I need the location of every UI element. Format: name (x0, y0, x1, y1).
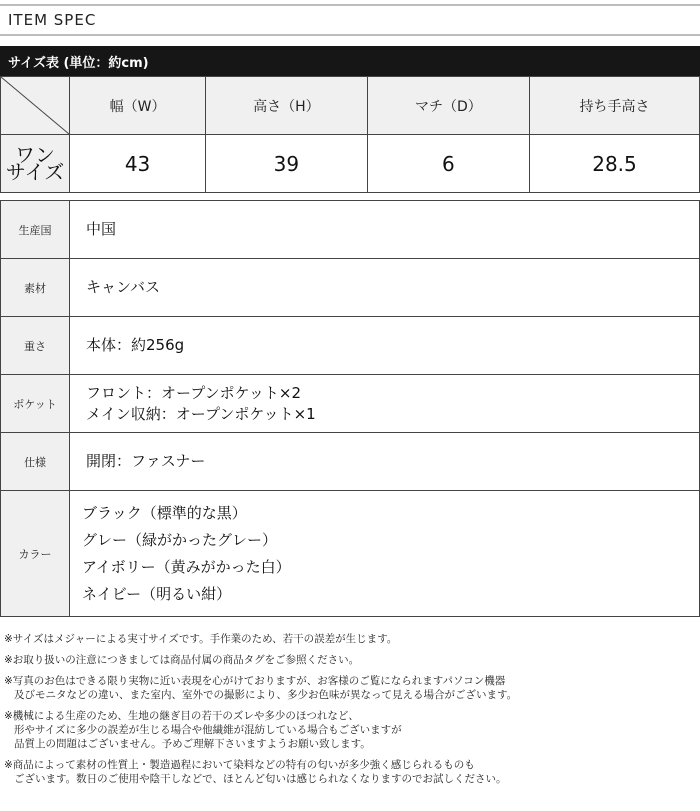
note-line: ※機械による生産のため、生地の継ぎ目の若干のズレや多少のほつれなど、 (4, 710, 359, 722)
spec-row-color (1, 491, 700, 617)
spec-label: ポケット (1, 375, 70, 433)
note-line: ※商品によって素材の性質上・製造過程において染料などの特有の匂いが多少強く感じられるものも (4, 759, 475, 771)
spec-label: 素材 (1, 259, 70, 317)
row-label-line: ワン (15, 142, 55, 167)
column-depth: マチ（D） (367, 77, 529, 135)
note-line: 及びモニタなどの違い、また室内、室外での撮影により、多少お色味が異なって見える場合がございます。 (14, 689, 518, 701)
value-handle-height: 28.5 (530, 135, 700, 193)
spec-row-weight (1, 317, 700, 375)
notes-section (4, 632, 696, 793)
note-item (4, 653, 696, 667)
column-width: 幅（W） (70, 77, 206, 135)
spec-row-material (1, 259, 700, 317)
value-width: 43 (70, 135, 206, 193)
spec-label: 仕様 (1, 433, 70, 491)
spec-value: 本体：約256g (70, 317, 700, 375)
color-option: グレー（緑がかったグレー） (82, 530, 278, 549)
column-handle-height: 持ち手高さ (530, 77, 700, 135)
spec-row-origin (1, 201, 700, 259)
value-height: 39 (206, 135, 368, 193)
size-table-header: サイズ表 (単位：約cm) (0, 46, 700, 76)
color-option: アイボリー（黄みがかった白） (82, 557, 291, 576)
color-option: ネイビー（明るい紺） (82, 584, 232, 603)
page-title: ITEM SPEC (8, 11, 97, 29)
spec-value (70, 491, 700, 617)
spec-value: 中国 (70, 201, 700, 259)
note-item (4, 632, 696, 646)
note-line: ございます。数日のご使用や陰干しなどで、ほとんど匂いは感じられなくなりますのでお試しください。 (14, 773, 507, 785)
spec-label: 生産国 (1, 201, 70, 259)
spec-value: 開閉：ファスナー (70, 433, 700, 491)
spec-label: カラー (1, 491, 70, 617)
spec-table (0, 200, 700, 617)
column-height: 高さ（H） (206, 77, 368, 135)
note-item (4, 758, 696, 786)
note-line: 品質上の問題はございません。予めご理解下さいますようお願い致します。 (14, 738, 371, 750)
spec-row-pocket (1, 375, 700, 433)
note-line: ※お取り扱いの注意につきましては商品付属の商品タグをご参照ください。 (4, 654, 360, 666)
note-item (4, 674, 696, 702)
pocket-line: メイン収納：オープンポケット×1 (86, 404, 316, 423)
size-table (0, 76, 700, 193)
pocket-line: フロント：オープンポケット×2 (86, 383, 302, 402)
note-line: ※写真のお色はできる限り実物に近い表現を心がけておりますが、お客様のご覧になられますパソコン機器 (4, 675, 506, 687)
spec-label: 重さ (1, 317, 70, 375)
note-item (4, 709, 696, 751)
row-label-line: サイズ (5, 159, 65, 184)
spec-row-specification (1, 433, 700, 491)
value-depth: 6 (367, 135, 529, 193)
note-line: ※サイズはメジャーによる実寸サイズです。手作業のため、若干の誤差が生じます。 (4, 633, 398, 645)
color-option: ブラック（標準的な黒） (82, 503, 247, 522)
diagonal-divider (1, 77, 69, 134)
item-spec-title-bar (0, 4, 700, 36)
spec-value (70, 375, 700, 433)
row-label-one-size (1, 135, 70, 193)
size-table-corner (1, 77, 70, 135)
note-line: 形やサイズに多少の誤差が生じる場合や他繊維が混紡している場合もございますが (14, 724, 402, 736)
spec-value: キャンバス (70, 259, 700, 317)
